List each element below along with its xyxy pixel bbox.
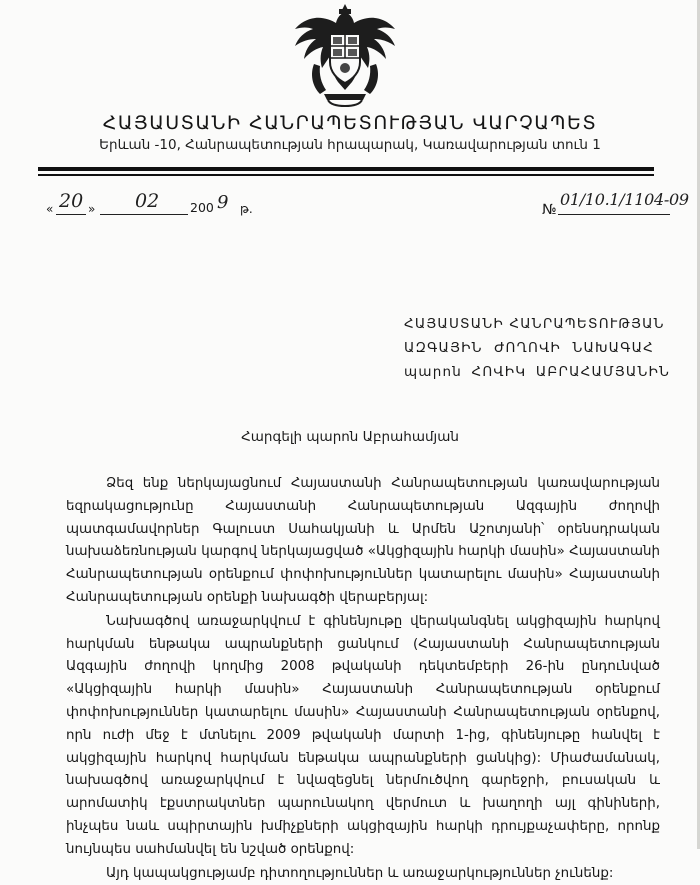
- salutation: Հարգելի պարոն Աբրահամյան: [241, 429, 459, 445]
- year-suffix: թ.: [240, 202, 253, 216]
- letter-body: [66, 473, 660, 885]
- reference-underline: [558, 213, 670, 215]
- date-open-quote: «: [46, 202, 54, 216]
- day-underline: [56, 213, 86, 215]
- header-rule-thin: [38, 174, 654, 176]
- organization-title: ՀԱՅԱՍՏԱՆԻ ՀԱՆՐԱՊԵՏՈՒԹՅԱՆ ՎԱՐՉԱՊԵՏ: [102, 112, 598, 134]
- addressee-block: [404, 312, 694, 384]
- addressee-line-1: ՀԱՅԱՍՏԱՆԻ ՀԱՆՐԱՊԵՏՈՒԹՅԱՆ: [404, 316, 665, 332]
- body-paragraph-3: Այդ կապակցությամբ դիտողություններ և առաջարկություններ չունենք:: [106, 865, 614, 881]
- month-underline: [100, 213, 188, 215]
- handwritten-day: 20: [59, 190, 84, 212]
- handwritten-reference-number: 01/10.1/1104-09: [560, 190, 689, 209]
- organization-address: Երևան -10, Հանրապետության հրապարակ, Կառավարության տուն 1: [99, 137, 601, 153]
- armenia-coat-of-arms-icon: [290, 4, 400, 108]
- handwritten-year-digit: 9: [217, 192, 229, 213]
- body-paragraph-1: Ձեզ ենք ներկայացնում Հայաստանի Հանրապետության կառավարության եզրակացությունը Հայաստանի Հանրապետության Ազգային ժողովի պատգամավորներ Գալուստ Սահակյանի և Արմեն Աշոտյանի՝ օրենսդրական նախաձեռնության կարգով ներկայացված «Ակցիզային հարկի մասին» Հայաստանի Հանրապետության օրենքում փոփոխություններ կատարելու մասին» Հայաստանի Հանրապետության օրենքի նախագծի վերաբերյալ:: [66, 476, 660, 605]
- date-and-reference-line: [40, 190, 689, 224]
- handwritten-month: 02: [135, 190, 160, 212]
- header-rule-thick: [38, 167, 654, 171]
- body-paragraph-2: Նախագծով առաջարկվում է գինենյութը վերականգնել ակցիզային հարկով հարկման ենթակա ապրանքների ցանկում (Հայաստանի Հանրապետության Ազգային ժողովի կողմից 2008 թվականի դեկտեմբերի 26-ին ընդունված «Ակցիզային հարկի մասին» Հայաստանի Հանրապետության օրենքում փոփոխություններ կատարելու մասին» Հայաստանի Հանրապետության օրենքով, որն ուժի մեջ է մտնելու 2009 թվականի մարտի 1-ից, գինենյութը հանվել է ակցիզային հարկով հարկման ենթակա ապրանքների ցանկից): Միաժամանակ, նախագծով առաջարկվում է նվազեցնել ներմուծվող գարեջրի, բուսական և արոմատիկ էքստրակտներ պարունակող վերմուտ և խաղողի այլ գինիների, ինչպես նաև սպիրտային խմիչքների ակցիզային հարկի դրույքաչափերը, որոնք նույնպես սահմանվել են նշված օրենքով:: [66, 613, 660, 857]
- reference-number-sign: №: [542, 202, 557, 218]
- year-prefix: 200: [190, 200, 214, 215]
- date-close-quote: »: [88, 202, 96, 216]
- addressee-line-2: ԱԶԳԱՅԻՆ ԺՈՂՈՎԻ ՆԱԽԱԳԱՀ: [404, 340, 655, 356]
- addressee-line-3: պարոն ՀՈՎԻԿ ԱԲՐԱՀԱՄՅԱՆԻՆ: [404, 364, 671, 380]
